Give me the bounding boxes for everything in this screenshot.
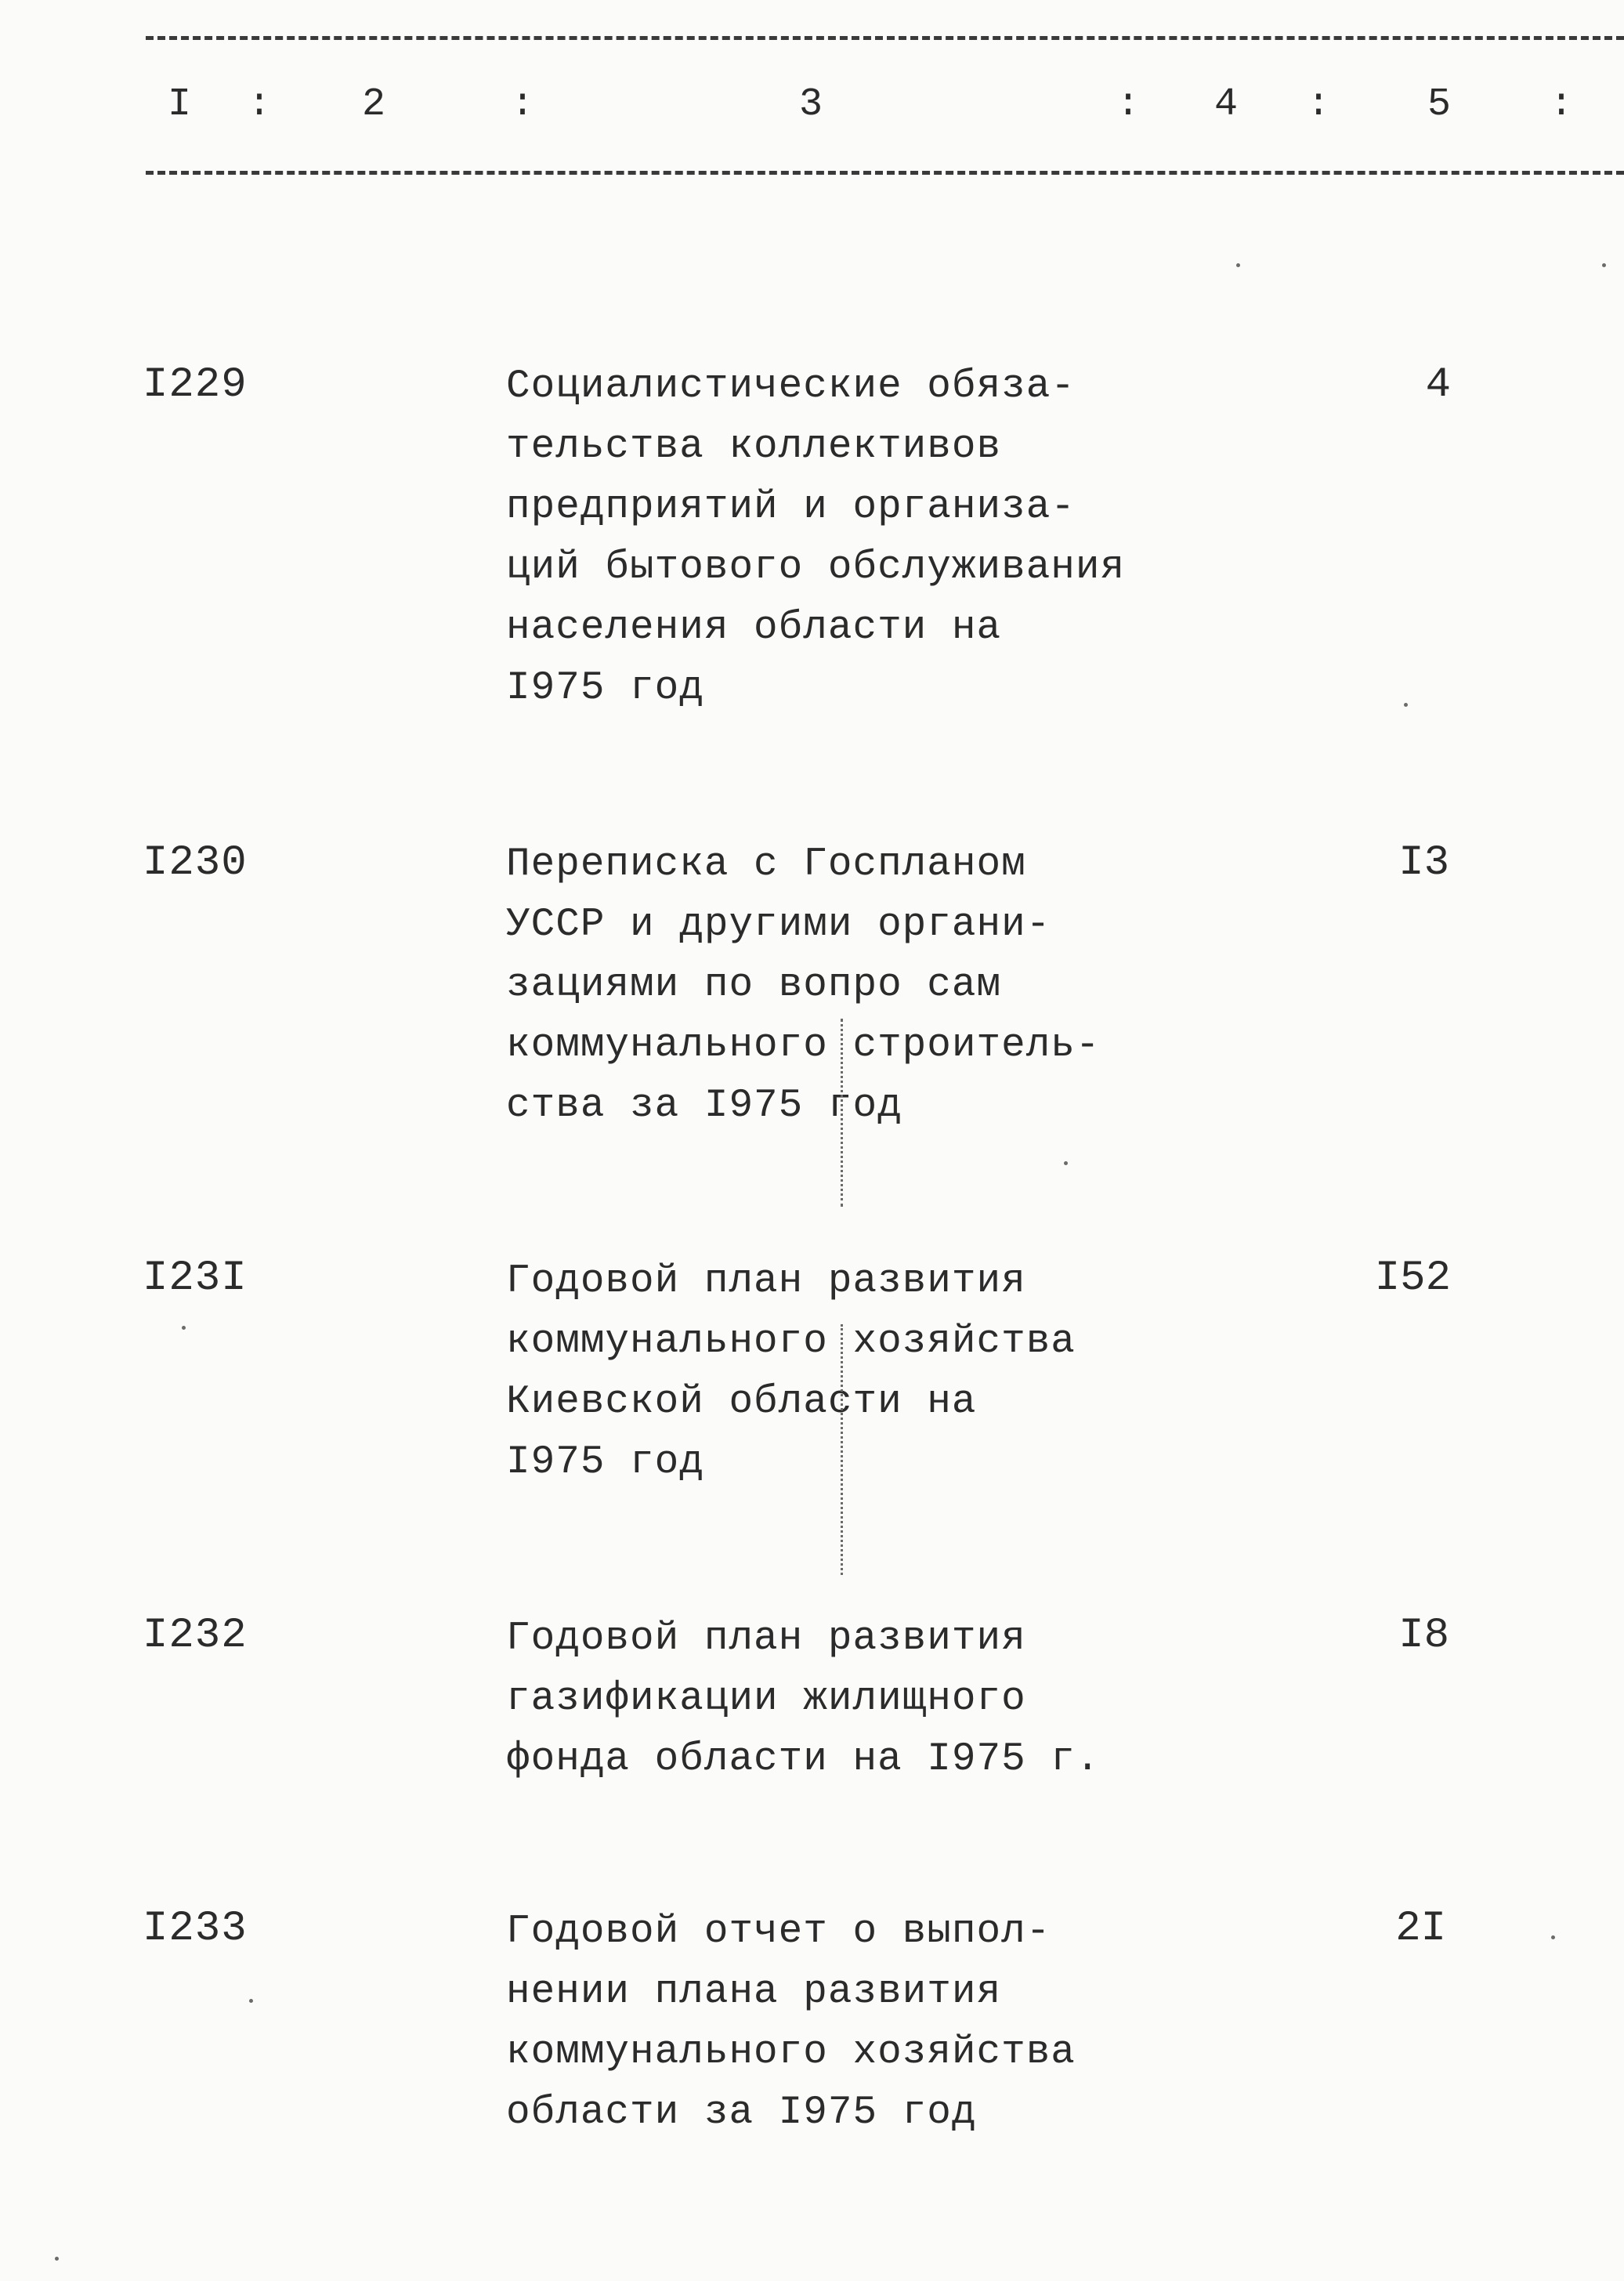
entry-page-count: I3 bbox=[1398, 839, 1449, 887]
entry-title: Годовой план развития коммунального хозяйства Киевской области на I975 год bbox=[506, 1259, 1076, 1485]
column-separator: : bbox=[1550, 82, 1574, 127]
paper-speck bbox=[182, 1326, 186, 1330]
entry-number: I232 bbox=[143, 1612, 248, 1660]
entry-number: I230 bbox=[143, 839, 248, 887]
paper-speck bbox=[55, 2257, 59, 2261]
paper-speck bbox=[249, 1999, 253, 2003]
entry-page-count: I52 bbox=[1374, 1255, 1451, 1302]
paper-speck bbox=[1236, 263, 1240, 267]
header-top-rule bbox=[146, 36, 1624, 40]
paper-speck bbox=[1602, 263, 1606, 267]
entry-title: Годовой план развития газификации жилищного фонда области на I975 г. bbox=[506, 1617, 1101, 1782]
header-bottom-rule bbox=[146, 171, 1624, 175]
entry-title: Переписка с Госпланом УССР и другими органи- зациями по вопро сам коммунального строитель- ства за I975 год bbox=[506, 842, 1101, 1128]
column-separator: : bbox=[511, 82, 535, 127]
entry-title: Социалистические обяза- тельства коллективов предприятий и организа- ций бытового обслуживания населения области на I975 год bbox=[506, 364, 1126, 711]
entry-number: I23I bbox=[143, 1255, 248, 1302]
fold-crease-mark bbox=[841, 1324, 843, 1575]
entry-number: I229 bbox=[143, 361, 248, 409]
column-separator: : bbox=[1116, 82, 1141, 127]
entry-title: Годовой отчет о выпол- нении плана развития коммунального хозяйства области за I975 год bbox=[506, 1910, 1076, 2135]
column-header-4: 4 bbox=[1214, 82, 1239, 127]
column-header-5: 5 bbox=[1427, 82, 1452, 127]
paper-speck bbox=[1551, 1935, 1555, 1939]
column-header-1: I bbox=[168, 82, 192, 127]
entry-page-count: 2I bbox=[1395, 1905, 1446, 1953]
entry-number: I233 bbox=[143, 1905, 248, 1953]
entry-page-count: I8 bbox=[1398, 1612, 1449, 1660]
column-header-3: 3 bbox=[799, 82, 823, 127]
column-separator: : bbox=[1307, 82, 1331, 127]
column-separator: : bbox=[248, 82, 272, 127]
entry-page-count: 4 bbox=[1425, 361, 1451, 409]
paper-speck bbox=[1064, 1161, 1068, 1165]
column-header-2: 2 bbox=[362, 82, 386, 127]
fold-crease-mark bbox=[841, 1019, 843, 1207]
paper-speck bbox=[1404, 703, 1408, 707]
